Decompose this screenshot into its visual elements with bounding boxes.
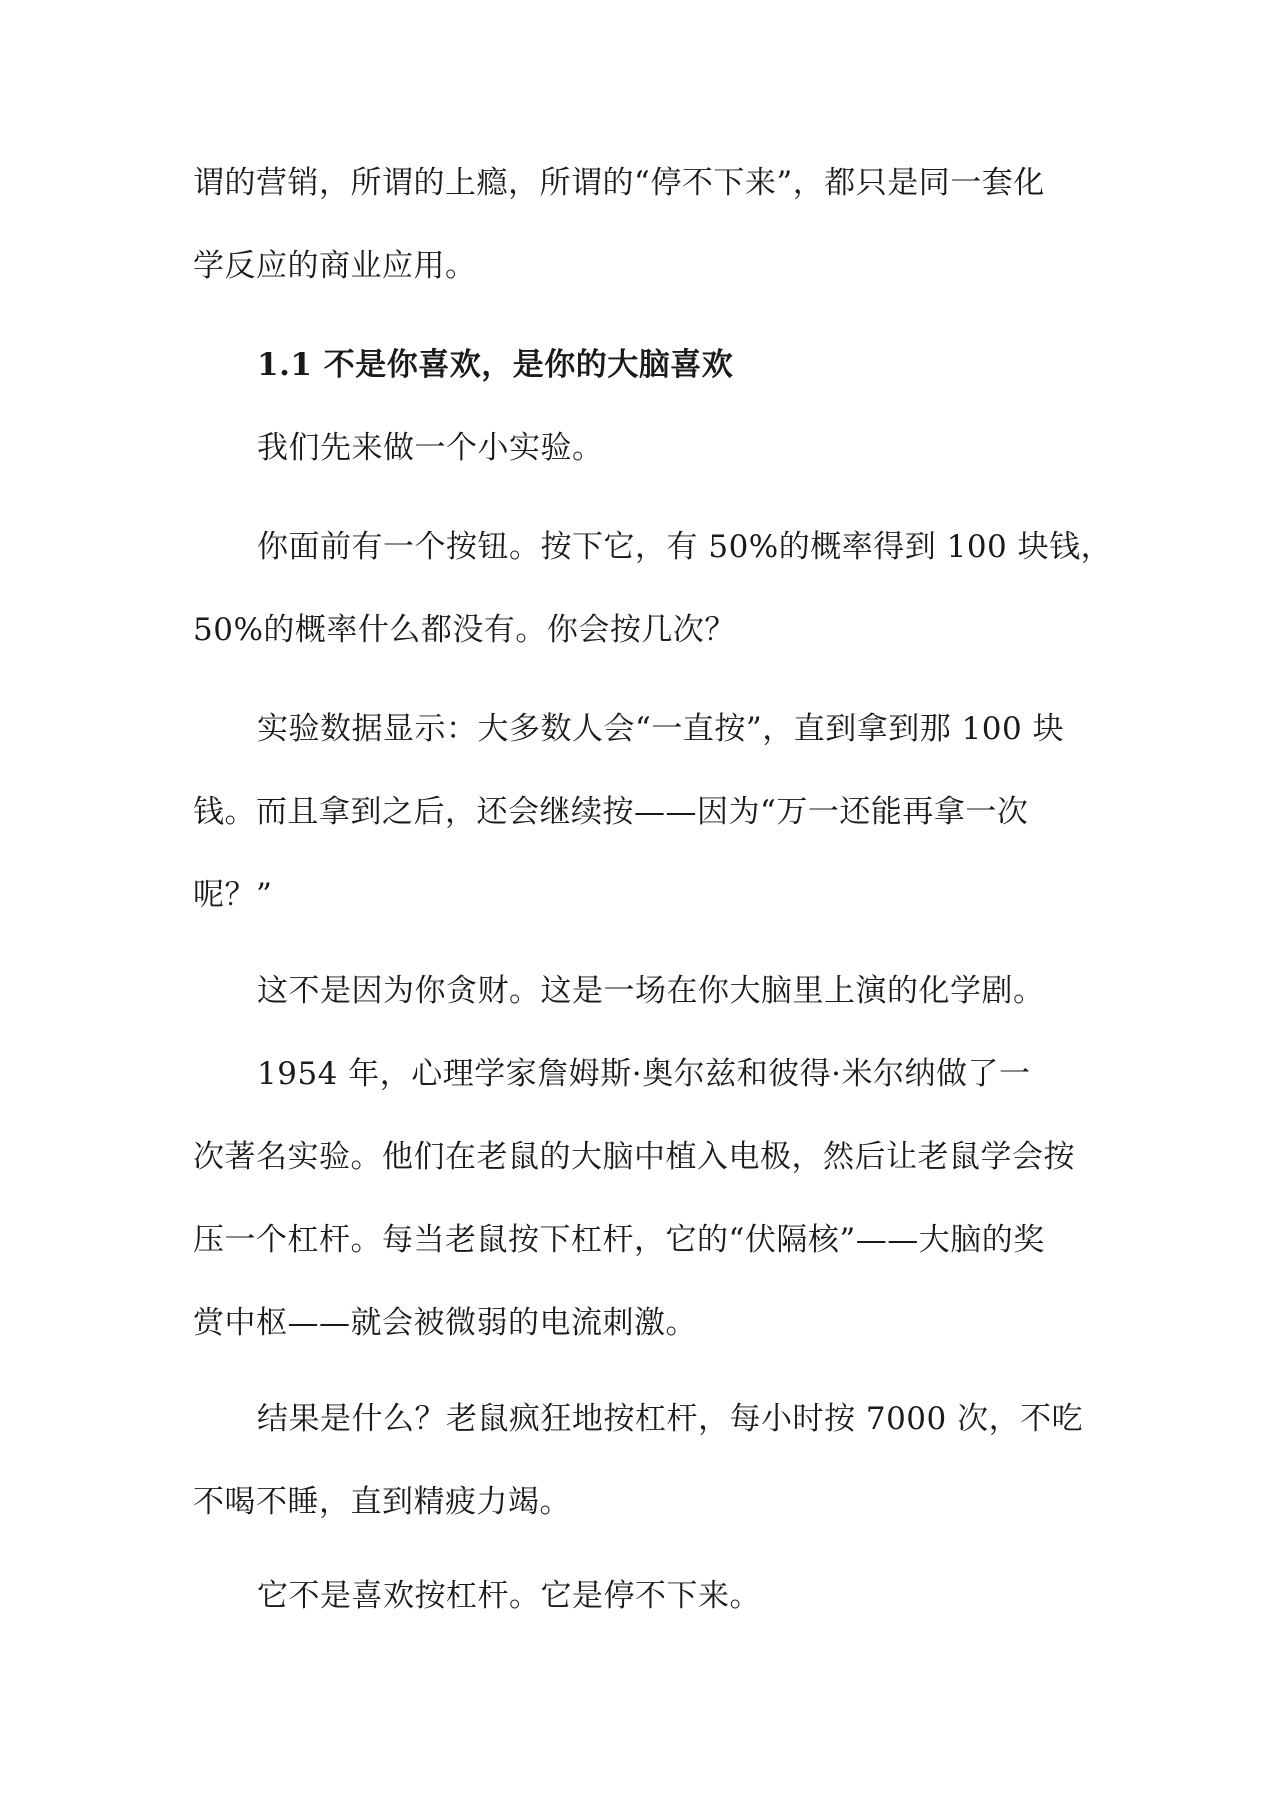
paragraph-line: 实验数据显示：大多数人会“一直按”，直到拿到那 100 块 bbox=[257, 711, 1065, 747]
paragraph-line: 它不是喜欢按杠杆。它是停不下来。 bbox=[257, 1578, 761, 1614]
paragraph-line: 谓的营销，所谓的上瘾，所谓的“停不下来”，都只是同一套化 bbox=[193, 165, 1045, 201]
paragraph-line: 次著名实验。他们在老鼠的大脑中植入电极，然后让老鼠学会按 bbox=[193, 1139, 1075, 1175]
paragraph-line: 不喝不睡，直到精疲力竭。 bbox=[193, 1484, 571, 1520]
paragraph-line: 我们先来做一个小实验。 bbox=[257, 430, 604, 466]
paragraph-line: 50%的概率什么都没有。你会按几次？ bbox=[193, 612, 736, 648]
paragraph-line: 钱。而且拿到之后，还会继续按——因为“万一还能再拿一次 bbox=[193, 794, 1029, 830]
paragraph-line: 呢？” bbox=[193, 877, 273, 913]
paragraph-line: 这不是因为你贪财。这是一场在你大脑里上演的化学剧。 bbox=[257, 973, 1045, 1009]
section-heading: 1.1 不是你喜欢，是你的大脑喜欢 bbox=[257, 347, 734, 383]
paragraph-line: 1954 年，心理学家詹姆斯·奥尔兹和彼得·米尔纳做了一 bbox=[257, 1056, 1031, 1092]
paragraph-line: 学反应的商业应用。 bbox=[193, 248, 477, 284]
paragraph-line: 你面前有一个按钮。按下它，有 50%的概率得到 100 块钱， bbox=[257, 529, 1113, 565]
paragraph-line: 结果是什么？老鼠疯狂地按杠杆，每小时按 7000 次，不吃 bbox=[257, 1401, 1084, 1437]
paragraph-line: 压一个杠杆。每当老鼠按下杠杆，它的“伏隔核”——大脑的奖 bbox=[193, 1222, 1045, 1258]
paragraph-line: 赏中枢——就会被微弱的电流刺激。 bbox=[193, 1305, 697, 1341]
